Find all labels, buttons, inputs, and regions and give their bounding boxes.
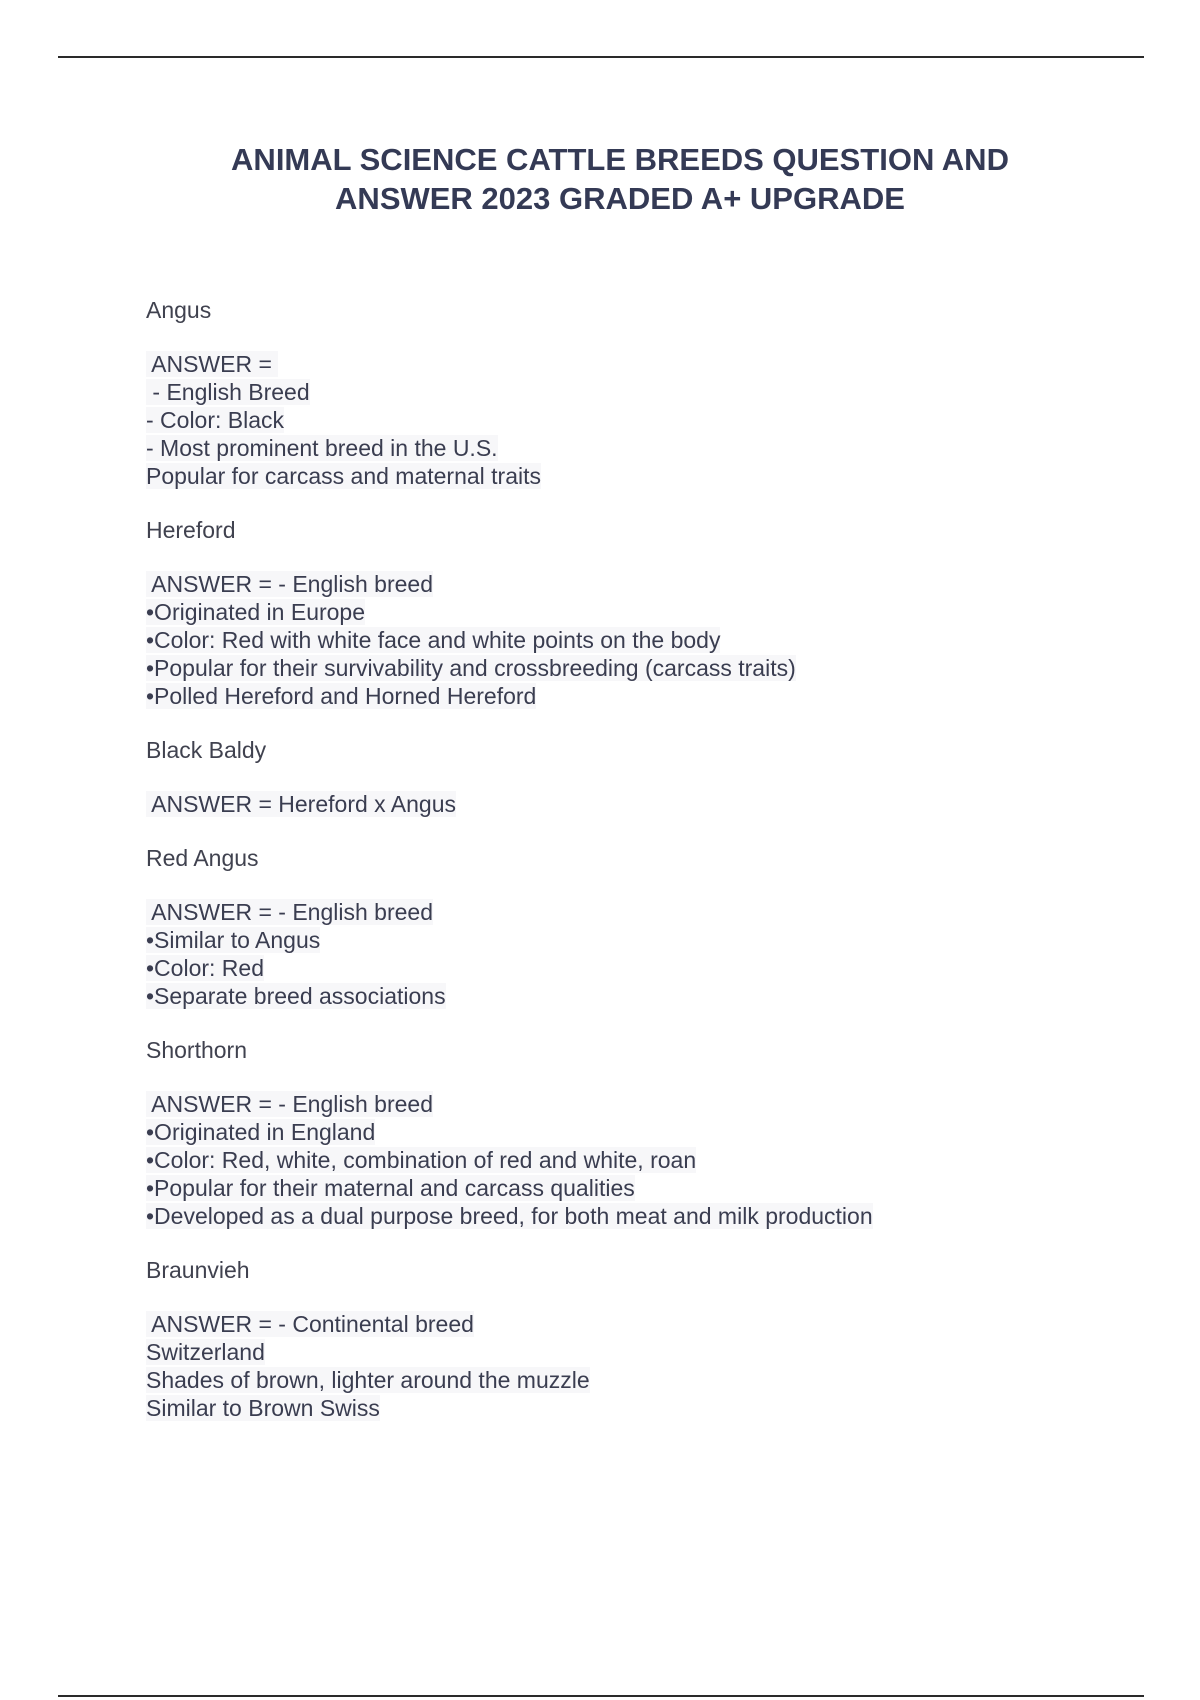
answer-line-text: •Polled Hereford and Horned Hereford: [146, 683, 537, 709]
answer-line: [146, 1174, 1146, 1202]
answer-line: [146, 1366, 1146, 1394]
answer-line-text: Shades of brown, lighter around the muzzle: [146, 1367, 590, 1393]
answer-line: [146, 406, 1146, 434]
answer-line: [146, 1090, 1146, 1118]
answer-line-text: Popular for carcass and maternal traits: [146, 463, 542, 489]
qa-entry: [146, 296, 1146, 490]
qa-entry: [146, 1256, 1146, 1422]
answer-line: [146, 982, 1146, 1010]
answer-line-text: •Separate breed associations: [146, 983, 446, 1009]
question-text: Red Angus: [146, 845, 259, 871]
answer-line-text: - English Breed: [146, 379, 310, 405]
answer-line-text: •Originated in Europe: [146, 599, 366, 625]
answer-line: [146, 898, 1146, 926]
answer-line: [146, 626, 1146, 654]
answer-line-text: ANSWER =: [146, 351, 279, 377]
answer-line-text: ANSWER = - English breed: [146, 899, 433, 925]
answer-block: [146, 350, 1146, 490]
answer-line-text: •Popular for their maternal and carcass qualities: [146, 1175, 635, 1201]
answer-line-text: - Most prominent breed in the U.S.: [146, 435, 498, 461]
answer-line: [146, 598, 1146, 626]
answer-line-text: ANSWER = - Continental breed: [146, 1311, 474, 1337]
answer-line: [146, 790, 1146, 818]
answer-line: [146, 1146, 1146, 1174]
question-text: Braunvieh: [146, 1257, 250, 1283]
answer-line: [146, 462, 1146, 490]
qa-content: [146, 296, 1146, 1422]
answer-line: [146, 1202, 1146, 1230]
answer-line: [146, 1394, 1146, 1422]
answer-line: [146, 954, 1146, 982]
question-text: Angus: [146, 297, 212, 323]
answer-line-text: •Similar to Angus: [146, 927, 321, 953]
answer-line: [146, 1310, 1146, 1338]
answer-line-text: ANSWER = - English breed: [146, 1091, 433, 1117]
answer-line: [146, 570, 1146, 598]
answer-line-text: ANSWER = Hereford x Angus: [146, 791, 456, 817]
question-text: Shorthorn: [146, 1037, 248, 1063]
answer-line: [146, 434, 1146, 462]
answer-line-text: •Developed as a dual purpose breed, for both meat and milk production: [146, 1203, 873, 1229]
answer-line-text: •Color: Red, white, combination of red and white, roan: [146, 1147, 697, 1173]
answer-line: [146, 926, 1146, 954]
answer-line: [146, 378, 1146, 406]
answer-line-text: •Popular for their survivability and crossbreeding (carcass traits): [146, 655, 796, 681]
answer-block: [146, 1310, 1146, 1422]
answer-line-text: - Color: Black: [146, 407, 285, 433]
title-line-1: ANIMAL SCIENCE CATTLE BREEDS QUESTION AND: [231, 142, 1009, 177]
answer-line-text: Switzerland: [146, 1339, 265, 1365]
answer-block: [146, 570, 1146, 710]
answer-line: [146, 682, 1146, 710]
answer-line-text: ANSWER = - English breed: [146, 571, 433, 597]
qa-entry: [146, 736, 1146, 818]
answer-line-text: •Color: Red: [146, 955, 264, 981]
answer-block: [146, 790, 1146, 818]
bottom-divider: [58, 1695, 1144, 1697]
answer-block: [146, 1090, 1146, 1230]
question-text: Hereford: [146, 517, 236, 543]
title-line-2: ANSWER 2023 GRADED A+ UPGRADE: [335, 181, 905, 216]
answer-block: [146, 898, 1146, 1010]
qa-entry: [146, 516, 1146, 710]
document-title: [160, 140, 1080, 218]
answer-line: [146, 1118, 1146, 1146]
qa-entry: [146, 844, 1146, 1010]
answer-line-text: Similar to Brown Swiss: [146, 1395, 380, 1421]
answer-line-text: •Originated in England: [146, 1119, 376, 1145]
answer-line: [146, 654, 1146, 682]
qa-entry: [146, 1036, 1146, 1230]
answer-line: [146, 350, 1146, 378]
top-divider: [58, 56, 1144, 58]
answer-line-text: •Color: Red with white face and white points on the body: [146, 627, 721, 653]
answer-line: [146, 1338, 1146, 1366]
question-text: Black Baldy: [146, 737, 267, 763]
